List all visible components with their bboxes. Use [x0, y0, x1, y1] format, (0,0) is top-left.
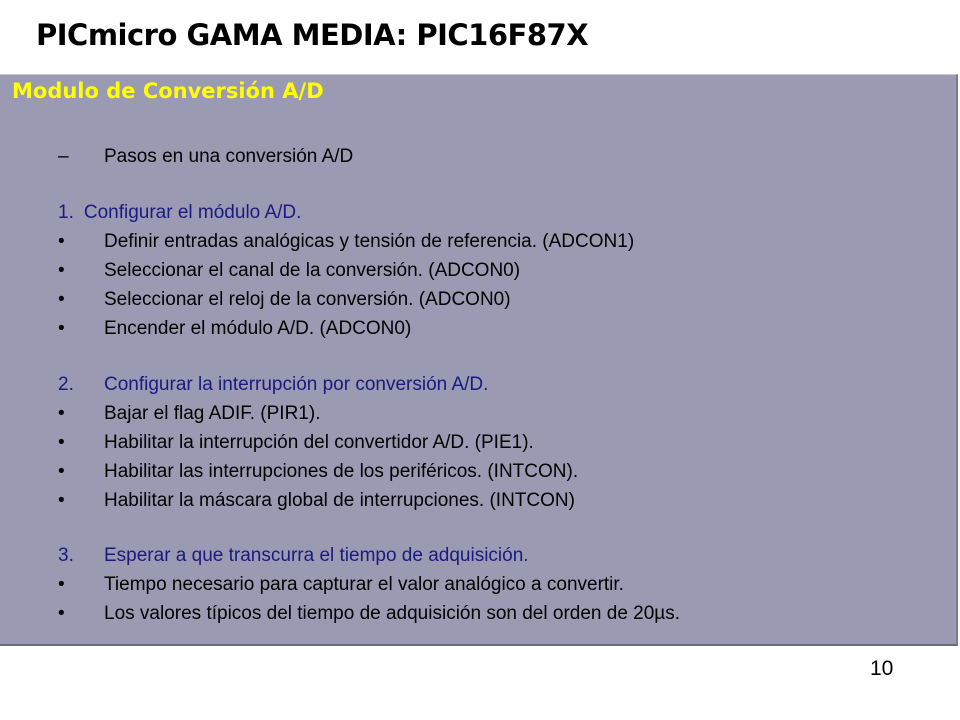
bullet-marker: •	[58, 490, 65, 511]
bullet-marker: •	[58, 461, 65, 482]
bullet-text: Definir entradas analógicas y tensión de referencia. (ADCON1)	[104, 231, 635, 252]
bullet-marker: •	[58, 231, 65, 252]
content-panel	[0, 74, 958, 646]
bullet-marker: •	[58, 403, 65, 424]
step-1-number: 1.	[58, 202, 74, 223]
bullet-text: Los valores típicos del tiempo de adquisición son del orden de 20µs.	[104, 603, 681, 624]
bullet-text: Habilitar las interrupciones de los periféricos. (INTCON).	[104, 461, 579, 482]
page-number: 10	[870, 657, 894, 680]
step-2-text: Configurar la interrupción por conversión A/D.	[104, 374, 489, 395]
bullet-text: Encender el módulo A/D. (ADCON0)	[104, 318, 412, 339]
step-1-text: Configurar el módulo A/D.	[83, 202, 302, 223]
intro-text: Pasos en una conversión A/D	[104, 146, 354, 167]
step-3-number: 3.	[58, 545, 74, 566]
bullet-marker: •	[58, 432, 65, 453]
dash-marker: –	[58, 146, 69, 167]
bullet-marker: •	[58, 289, 65, 310]
bullet-marker: •	[58, 574, 65, 595]
bullet-text: Seleccionar el canal de la conversión. (ADCON0)	[104, 260, 521, 281]
bullet-text: Seleccionar el reloj de la conversión. (ADCON0)	[104, 289, 511, 310]
step-3-text: Esperar a que transcurra el tiempo de adquisición.	[104, 545, 529, 566]
bullet-marker: •	[58, 603, 65, 624]
bullet-text: Habilitar la máscara global de interrupciones. (INTCON)	[104, 490, 575, 511]
bullet-marker: •	[58, 318, 65, 339]
bullet-text: Bajar el flag ADIF. (PIR1).	[104, 403, 321, 424]
bullet-marker: •	[58, 260, 65, 281]
panel-heading: Modulo de Conversión A/D	[12, 79, 324, 103]
slide-title: PICmicro GAMA MEDIA: PIC16F87X	[36, 18, 589, 52]
bullet-text: Tiempo necesario para capturar el valor analógico a convertir.	[104, 574, 624, 595]
step-2-number: 2.	[58, 374, 74, 395]
bullet-text: Habilitar la interrupción del convertidor A/D. (PIE1).	[104, 432, 534, 453]
